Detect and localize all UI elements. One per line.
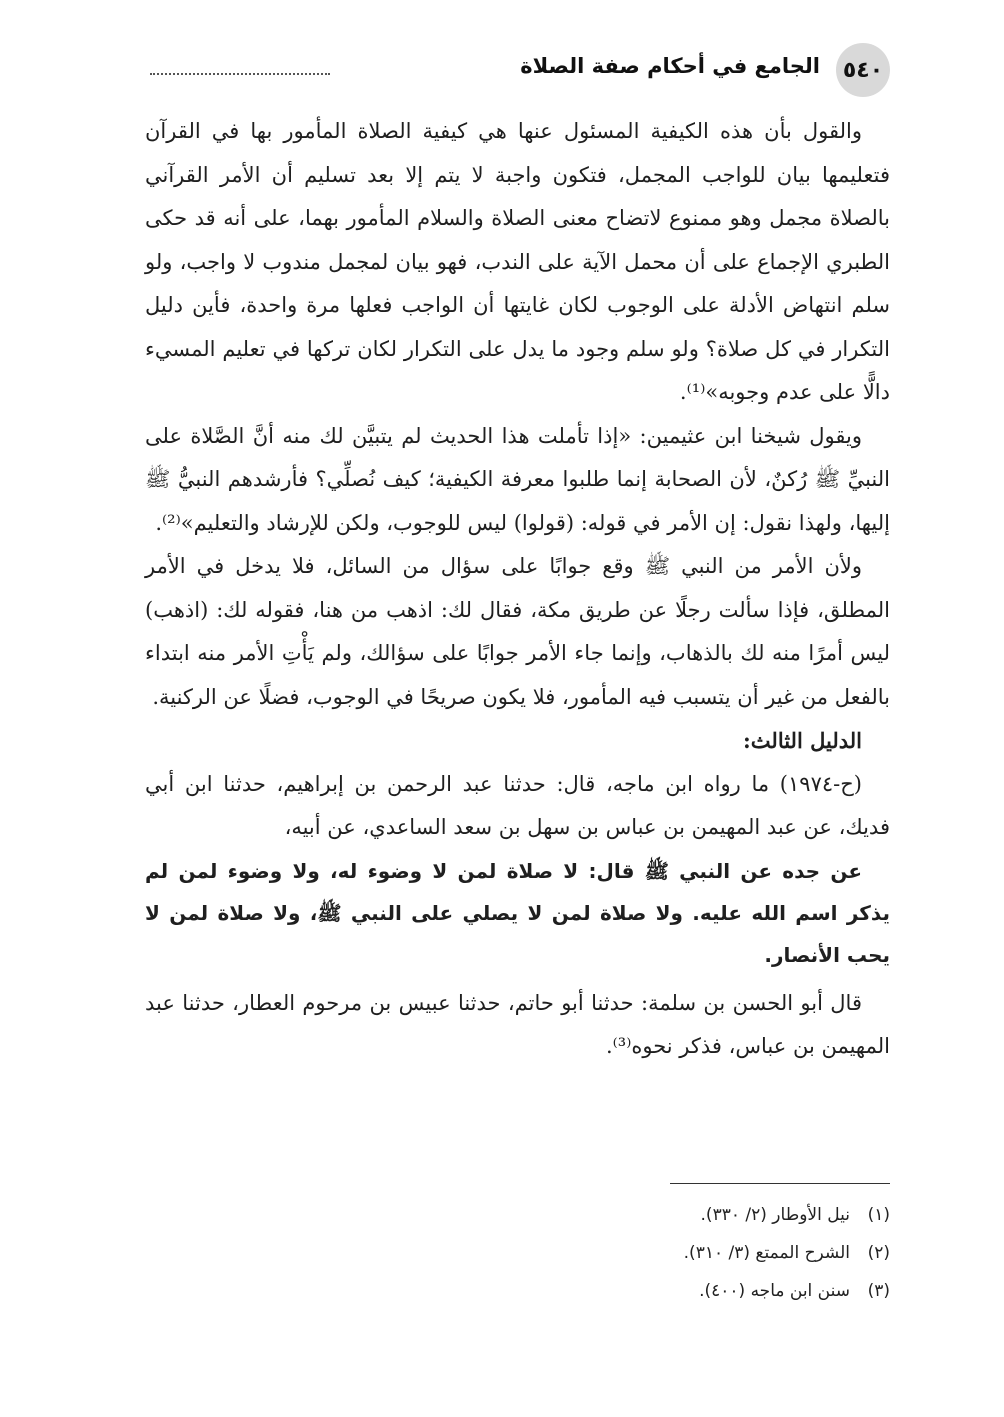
footnote-item xyxy=(390,1272,890,1310)
footnotes xyxy=(390,1196,890,1310)
footnote-separator xyxy=(670,1183,890,1184)
paragraph-2: ويقول شيخنا ابن عثيمين: «إذا تأملت هذا الحديث لم يتبيَّن لك منه أنَّ الصَّلاة على النبيِّ ﷺ رُكنٌ، لأن الصحابة إنما طلبوا معرفة الكيفية؛ كيف نُصلِّي؟ فأرشدهم النبيُّ ﷺ إليها، ولهذا نقول: إن الأمر في قوله: (قولوا) ليس للوجوب، ولكن للإرشاد والتعليم»⁽²⁾. xyxy=(145,423,890,535)
page-header xyxy=(140,40,890,100)
page-number-badge: ٥٤٠ xyxy=(836,43,890,97)
paragraph-4: (ح-١٩٧٤) ما رواه ابن ماجه، قال: حدثنا عبد الرحمن بن إبراهيم، حدثنا ابن أبي فديك، عن عبد المهيمن بن عباس بن سهل بن سعد الساعدي، عن أبيه، xyxy=(145,771,890,839)
hadith-text: عن جده عن النبي ﷺ قال: لا صلاة لمن لا وضوء له، ولا وضوء لمن لم يذكر اسم الله عليه. ولا صلاة لمن لا يصلي على النبي ﷺ، ولا صلاة لمن لا يحب الأنصار. xyxy=(145,858,890,967)
running-title: الجامع في أحكام صفة الصلاة xyxy=(520,54,820,78)
footnote-item xyxy=(390,1234,890,1272)
paragraph-3: ولأن الأمر من النبي ﷺ وقع جوابًا على سؤال من السائل، فلا يدخل في الأمر المطلق، فإذا سألت رجلًا عن طريق مكة، فقال لك: اذهب من هنا، فقوله لك: (اذهب) ليس أمرًا منه لك بالذهاب، وإنما جاء الأمر جوابًا على سؤالك، ولم يَأْتِ الأمر منه ابتداء بالفعل من غير أن يتسبب فيه المأمور، فلا يكون صريحًا في الوجوب، فضلًا عن الركنية. xyxy=(145,554,890,709)
section-title: الدليل الثالث: xyxy=(743,728,862,753)
footnote-number: (٣) xyxy=(867,1281,890,1301)
footnote-text: سنن ابن ماجه (٤٠٠). xyxy=(699,1281,850,1301)
paragraph-5: قال أبو الحسن بن سلمة: حدثنا أبو حاتم، حدثنا عبيس بن مرحوم العطار، حدثنا عبد المهيمن بن عباس، فذكر نحوه⁽³⁾. xyxy=(145,990,890,1058)
footnote-text: الشرح الممتع (٣/ ٣١٠). xyxy=(683,1243,850,1263)
footnote-item xyxy=(390,1196,890,1234)
header-dotted-rule xyxy=(150,73,330,75)
paragraph-1: والقول بأن هذه الكيفية المسئول عنها هي كيفية الصلاة المأمور بها في القرآن فتعليمها بيان للواجب المجمل، فتكون واجبة لا يتم إلا بعد تسليم أن الأمر القرآني بالصلاة مجمل وهو ممنوع لاتضاح معنى الصلاة والسلام المأمور بهما، على أنه قد حكى الطبري الإجماع على أن محمل الآية على الندب، فهو بيان لمجمل مندوب لا واجب، ولو سلم انتهاض الأدلة على الوجوب لكان غايتها أن الواجب فعلها مرة واحدة، فأين دليل التكرار في كل صلاة؟ ولو سلم وجود ما يدل على التكرار لكان تركها في تعليم المسيء دالًّا على عدم وجوبه»⁽¹⁾. xyxy=(145,119,890,404)
main-text xyxy=(145,110,890,1069)
footnote-text: نيل الأوطار (٢/ ٣٣٠). xyxy=(700,1205,850,1225)
footnote-number: (١) xyxy=(867,1205,890,1225)
footnote-number: (٢) xyxy=(867,1243,890,1263)
